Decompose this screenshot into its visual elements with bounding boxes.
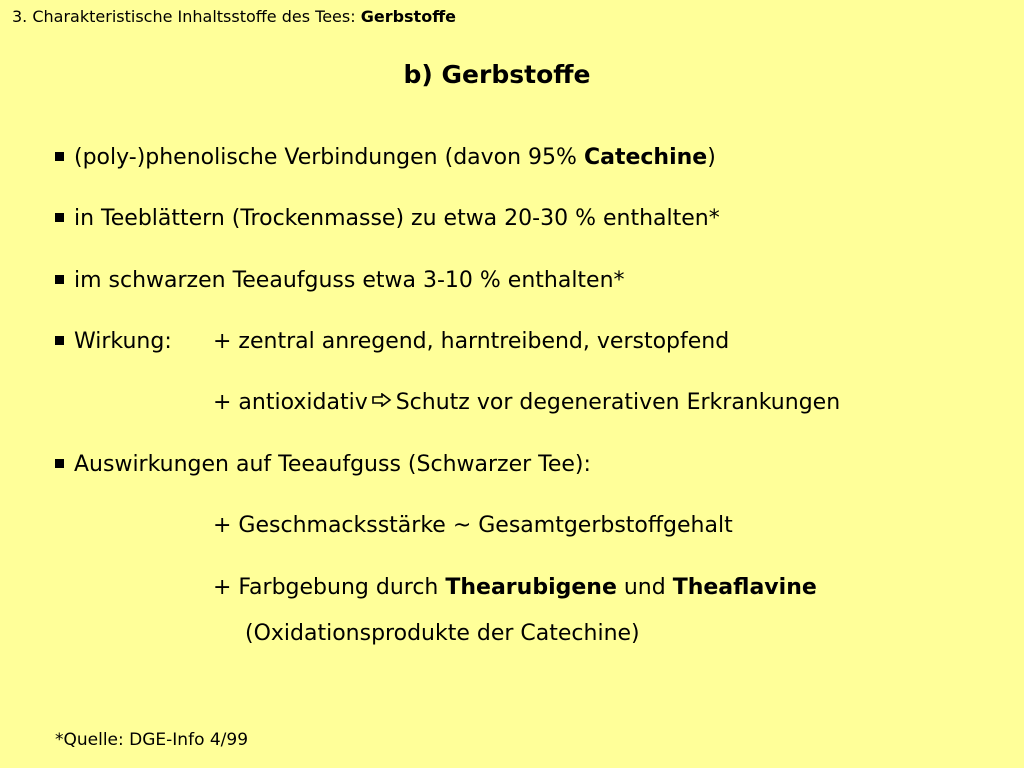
bullet-item-infusion (55, 267, 625, 295)
hollow-right-arrow-icon (372, 387, 392, 415)
effect-line-1 (213, 328, 729, 356)
slide-title (0, 58, 1024, 92)
bullet-text: (poly-)phenolische Verbindungen (davon 95% (74, 145, 584, 170)
bullet-label: Wirkung: (74, 329, 172, 354)
square-bullet-icon (55, 213, 64, 222)
footnote-source: *Quelle: DGE-Info 4/99 (55, 730, 249, 750)
effect-text: + zentral anregend, harntreibend, verstopfend (213, 329, 730, 354)
bullet-item-impact (55, 451, 591, 479)
effect-text: + antioxidativ (213, 390, 368, 415)
bullet-label: Auswirkungen auf Teeaufguss (Schwarzer Tee): (74, 452, 591, 477)
square-bullet-icon (55, 336, 64, 345)
effect-text: Schutz vor degenerativen Erkrankungen (395, 390, 841, 415)
slide-title-text: b) Gerbstoffe (403, 60, 591, 89)
impact-text: + Farbgebung durch (213, 575, 446, 600)
bullet-item-leaves (55, 205, 720, 233)
bullet-item-effect (55, 328, 172, 356)
bullet-item-phenolic (55, 144, 716, 172)
bullet-text: ) (707, 145, 716, 170)
header-topic: Gerbstoffe (360, 7, 457, 26)
impact-bold-text: Theaflavine (672, 575, 817, 600)
impact-text: (Oxidationsprodukte der Catechine) (245, 621, 640, 646)
impact-text: und (616, 575, 673, 600)
effect-line-2 (213, 389, 840, 417)
square-bullet-icon (55, 459, 64, 468)
bullet-text: im schwarzen Teeaufguss etwa 3-10 % enthalten* (74, 268, 625, 293)
header-section: 3. Charakteristische Inhaltsstoffe des Tees: (12, 7, 361, 26)
impact-line-2-continuation (245, 620, 640, 648)
bullet-bold-text: Catechine (583, 145, 708, 170)
bullet-text: in Teeblättern (Trockenmasse) zu etwa 20-30 % enthalten* (74, 206, 720, 231)
impact-line-2 (213, 574, 817, 602)
square-bullet-icon (55, 152, 64, 161)
slide-header (12, 7, 456, 27)
impact-line-1 (213, 512, 733, 540)
impact-text: + Geschmacksstärke ~ Gesamtgerbstoffgehalt (213, 513, 733, 538)
square-bullet-icon (55, 275, 64, 284)
impact-bold-text: Thearubigene (445, 575, 617, 600)
